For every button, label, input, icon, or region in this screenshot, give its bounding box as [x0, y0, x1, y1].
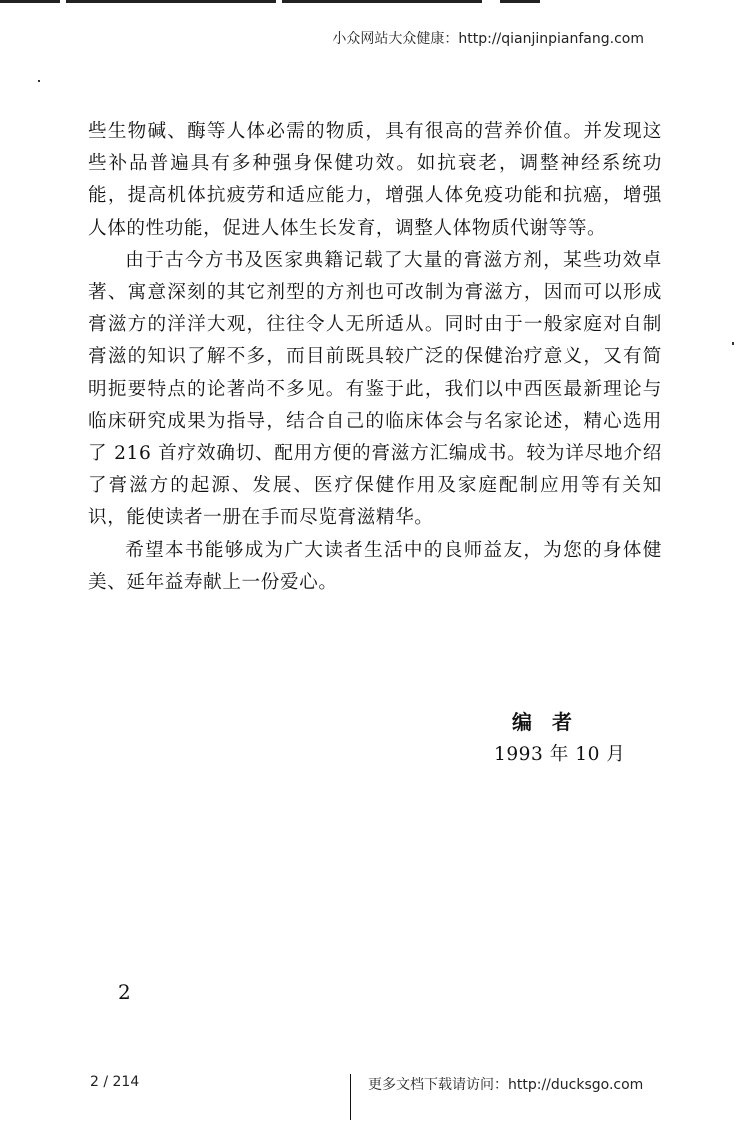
preface-body [88, 116, 662, 599]
paragraph: 希望本书能够成为广大读者生活中的良师益友，为您的身体健美、延年益寿献上一份爱心。 [88, 539, 662, 593]
scan-speck [732, 342, 734, 345]
download-link[interactable]: 更多文档下载请访问：http://ducksgo.com [368, 1077, 644, 1093]
page-indicator: 2 / 214 [90, 1074, 140, 1090]
scan-edge-mark [282, 0, 482, 3]
scan-edge-mark [0, 0, 60, 3]
paragraph-continued: 些生物碱、酶等人体必需的物质，具有很高的营养价值。并发现这些补品普遍具有多种强身保健功效。如抗衰老，调整神经系统功能，提高机体抗疲劳和适应能力，增强人体免疫功能和抗癌，增强人体的性功能，促进人体生长发育，调整人体物质代谢等等。 [88, 121, 662, 239]
preface-date: 1993 年 10 月 [494, 744, 626, 765]
scan-edge-mark [66, 0, 276, 3]
site-header-link[interactable]: 小众网站大众健康：http://qianjinpianfang.com [332, 31, 644, 47]
scan-edge-mark [500, 0, 540, 3]
footer-divider [350, 1074, 351, 1120]
paragraph: 由于古今方书及医家典籍记载了大量的膏滋方剂，某些功效卓著、寓意深刻的其它剂型的方剂也可改制为膏滋方，因而可以形成膏滋方的洋洋大观，往往令人无所适从。同时由于一般家庭对自制膏滋的知识了解不多，而目前既具较广泛的保健治疗意义，又有简明扼要特点的论著尚不多见。有鉴于此，我们以中西医最新理论与临床研究成果为指导，结合自己的临床体会与名家论述，精心选用了 216 首疗效确切、配用方便的膏滋方汇编成书。较为详尽地介绍了膏滋方的起源、发展、医疗保健作用及家庭配制应用等有关知识，能使读者一册在手而尽览膏滋精华。 [88, 249, 662, 529]
scan-speck [38, 80, 40, 82]
page-number: 2 [118, 980, 131, 1004]
author-signature: 编者 [512, 710, 592, 734]
scan-top-edge [0, 0, 736, 4]
